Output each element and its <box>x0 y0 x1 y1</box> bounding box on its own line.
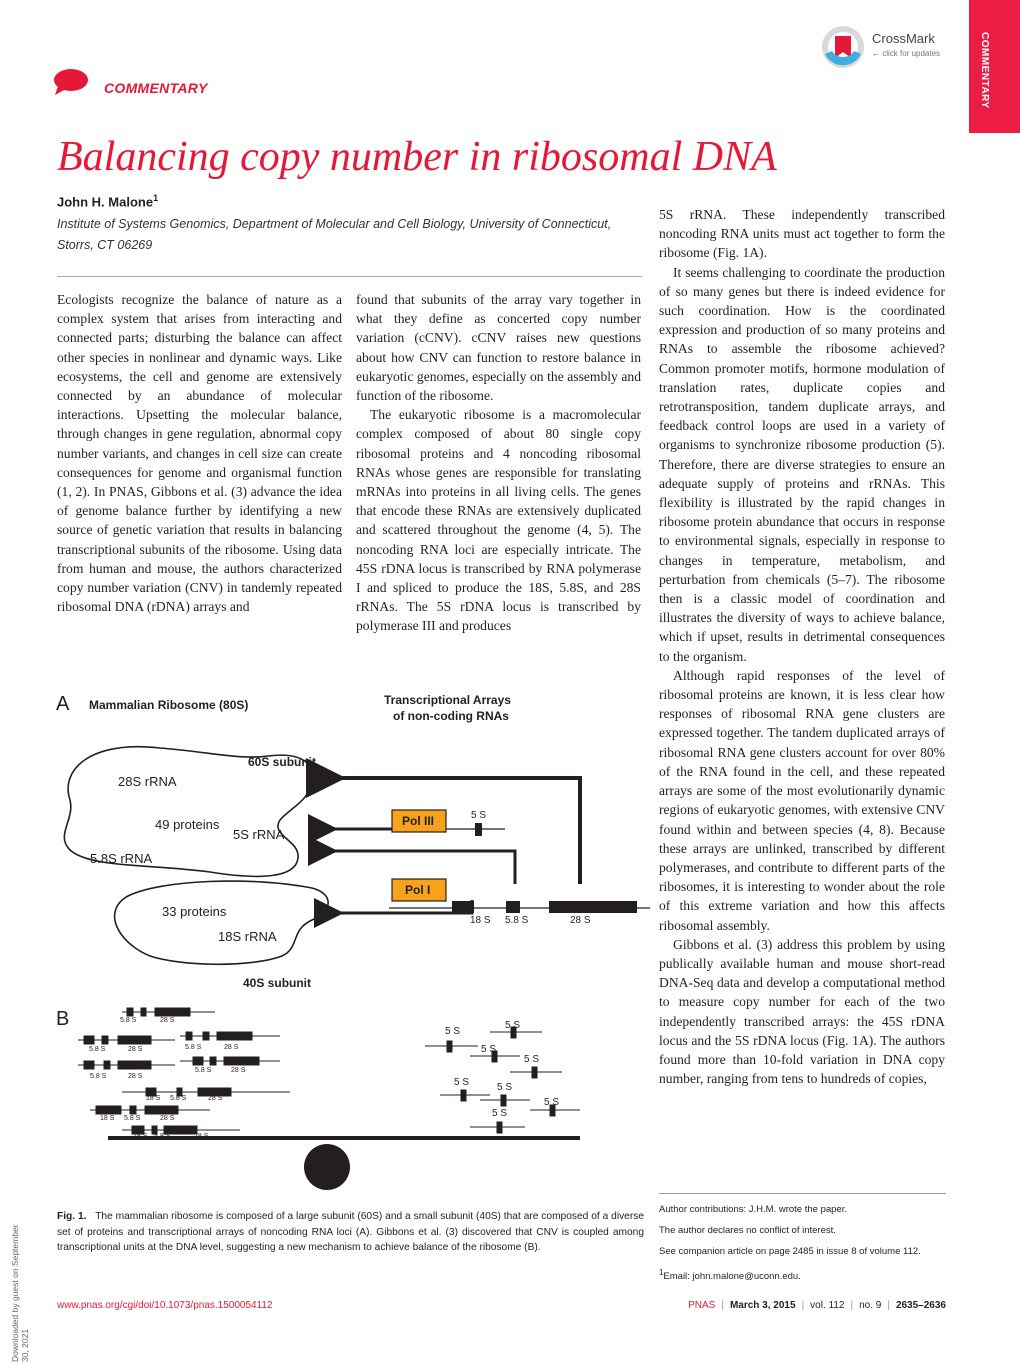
journal-footer: PNAS | March 3, 2015 | vol. 112 | no. 9 | 2635–2636 <box>688 1300 946 1311</box>
caption-label: Fig. 1. <box>57 1211 87 1222</box>
gene-label: 5.8 S <box>170 1095 187 1102</box>
volume: vol. 112 <box>810 1300 845 1311</box>
pol1-label: Pol I <box>405 883 431 897</box>
side-tab-label: COMMENTARY <box>979 32 990 109</box>
crossmark-badge[interactable] <box>820 24 970 70</box>
gene-label: 5 S <box>481 1044 497 1055</box>
gene-label: 5 S <box>497 1082 513 1093</box>
author-name: John H. Malone$^1$ <box>57 193 159 210</box>
issue-date: March 3, 2015 <box>729 1300 796 1311</box>
gene-18s-label: 18 S <box>470 915 491 926</box>
paragraph: found that subunits of the array vary together in what they define as concerted copy number variation (cCNV). cCNV raises new questions about how CNV can function to restore balance in eukaryotic genomes, especially on the assembly and function of the ribosome. <box>356 292 641 404</box>
panel-b-label: B <box>56 1008 70 1030</box>
figure-caption <box>57 1209 644 1256</box>
gene-label: 18 S <box>100 1115 115 1122</box>
arrays-heading-2: of non-coding RNAs <box>393 709 509 723</box>
label-5s-rrna: 5S rRNA <box>233 827 285 842</box>
label-33-proteins: 33 proteins <box>162 904 227 919</box>
gene-label: 28 S <box>160 1115 175 1122</box>
label-49-proteins: 49 proteins <box>155 817 220 832</box>
crossmark-icon <box>820 24 866 70</box>
companion-article-note: See companion article on page 2485 in issue 8 of volume 112. <box>659 1246 921 1257</box>
gene-label: 5.8 S <box>124 1115 141 1122</box>
gene-label: 5.8 S <box>185 1044 202 1051</box>
label-58s-rrna: 5.8S rRNA <box>90 851 153 866</box>
conflict-statement: The author declares no conflict of interest. <box>659 1225 836 1236</box>
affiliation-divider <box>57 276 642 277</box>
caption-text: The mammalian ribosome is composed of a large subunit (60S) and a small subunit (40S) that are composed of a diverse set of proteins and transcriptional arrays of noncoding RNA loci (A). Gibbons et al. (3) discovered that CNV is coupled among transcriptional units at the DNA level, suggesting a new mechanism to achieve balance of the ribosome (B). <box>57 1211 644 1253</box>
article-title: Balancing copy number in ribosomal DNA <box>57 134 777 180</box>
gene-label: 28 S <box>224 1044 239 1051</box>
paragraph: Ecologists recognize the balance of nature as a complex system that arises from interacting and connected parts; disturbing the balance can affect other species in nonlinear and dynamic ways. Like ecosystems, the cell and genome are extensively connected by an abundance of molecular interactions. Upsetting the molecular balance, through changes in gene regulation, abnormal copy number variants, and changes in cell size can create consequences for genome and organismal function (1, 2). In PNAS, Gibbons et al. (3) advance the idea of genome balance further by identifying a new source of genetic variation that results in balancing transcriptional subunits of the ribosome. Using data from human and mouse, the authors characterized copy number variation (CNV) in tandemly repeated ribosomal DNA (rDNA) arrays and <box>57 292 342 615</box>
gene-58s-label: 5.8 S <box>505 915 529 926</box>
body-column-2 <box>356 290 641 636</box>
crossmark-subtitle: ← click for updates <box>872 49 941 58</box>
gene-label: 5 S <box>454 1077 470 1088</box>
figure-1 <box>50 690 650 1200</box>
arrow-28s <box>338 778 580 884</box>
email-note[interactable]: $^1$Email: john.malone@uconn.edu. <box>659 1268 801 1283</box>
section-side-tab <box>969 0 1020 133</box>
panel-a-label: A <box>56 693 70 715</box>
arrow-18s <box>338 900 472 913</box>
paragraph: 5S rRNA. These independently transcribed noncoding RNA units must act together to form the ribosome (Fig. 1A). <box>659 207 945 261</box>
footnote-divider <box>659 1193 946 1194</box>
gene-label: 5 S <box>524 1054 540 1065</box>
paragraph: Although rapid responses of the level of ribosomal proteins are known, it is less clear how responses of ribosomal RNA gene clusters are expressed together. The tandem duplicated arrays of ribosomal RNA gene clusters account for over 80% of the RNA found in the cell, and these repeated arrays are some of the most evolutionarily dynamic regions of eukaryotic genomes, with extensive CNV found within and between species (4, 8). Because these arrays are unlinked, transcribed by different polymerases, and contribute to different parts of the ribosomes, it is interesting to wonder about the role of this extreme variation and how this affects ribosomal assembly. <box>659 667 945 933</box>
gene-label: 5.8 S <box>89 1046 106 1053</box>
journal-name: PNAS <box>688 1300 716 1311</box>
gene-label: 5 S <box>492 1108 508 1119</box>
section-label: COMMENTARY <box>104 80 208 96</box>
gene-label: 18 S <box>146 1095 161 1102</box>
gene-label: 18 S <box>133 1133 148 1140</box>
footnotes <box>659 1199 949 1287</box>
gene-label: 28 S <box>128 1073 143 1080</box>
paragraph: The eukaryotic ribosome is a macromolecular complex composed of about 80 single copy ribosomal proteins and 4 noncoding ribosomal RNAs whose genes are responsible for translating mRNAs into proteins in all living cells. The genes that encode these RNAs are extensively duplicated and scattered throughout the genome (4, 5). The noncoding RNA loci are especially intricate. The 45S rDNA locus is transcribed by RNA polymerase I and spliced to produce the 18S, 5.8S, and 28S rRNAs. The 5S rDNA locus is transcribed by polymerase III and produces <box>356 407 641 634</box>
author-affiliation: Institute of Systems Genomics, Department of Molecular and Cell Biology, University of Connecticut, Storrs, CT 06269 <box>57 217 612 252</box>
gene-label: 28 S <box>128 1046 143 1053</box>
gene-label: 5.8 S <box>120 1017 137 1024</box>
page-range: 2635–2636 <box>895 1300 946 1311</box>
gene-label: 28 S <box>208 1095 223 1102</box>
arrays-heading-1: Transcriptional Arrays <box>384 693 511 707</box>
body-column-1 <box>57 290 342 616</box>
balance-fulcrum <box>304 1144 350 1190</box>
gene-label: 5 S <box>544 1097 560 1108</box>
label-60s: 60S subunit <box>248 755 317 769</box>
crossmark-name: CrossMark <box>872 31 935 46</box>
figure-graphic <box>50 690 650 1200</box>
ribosome-heading: Mammalian Ribosome (80S) <box>89 698 249 712</box>
paragraph: It seems challenging to coordinate the production of so many genes but there is indeed evidence for such coordination. How is the coordinated expression and production of so many proteins and RNAs to assemble the ribosome achieved? Common promoter motifs, hormone modulation of translation rates, duplicate copies and retrotransposition, tandem duplicate arrays, and feedback control loops are used in a variety of organisms to synchronize ribosome production (5). Therefore, there are diverse strategies to ensure an adequate supply of proteins and rRNAs. This flexibility is illustrated by the rapid changes in ribosome protein abundance that occurs in response to environmental signals, especially in response to changes in temperature, metabolism, and perturbation from chemicals (5–7). The ribosome then is a classic model of coordination and illustrates the diversity of ways to achieve balance, which if upset, results in detrimental consequences to the organism. <box>659 264 945 664</box>
label-18s-rrna: 18S rRNA <box>218 929 277 944</box>
gene-label: 28 S <box>231 1067 246 1074</box>
label-28s-rrna: 28S rRNA <box>118 774 177 789</box>
author-contributions: Author contributions: J.H.M. wrote the paper. <box>659 1204 847 1215</box>
label-40s: 40S subunit <box>243 976 312 990</box>
commentary-bubble-icon <box>52 68 90 96</box>
download-note: Downloaded by guest on September 30, 2021 <box>10 1224 30 1362</box>
issue: no. 9 <box>859 1300 882 1311</box>
gene-label: 5.8 S <box>90 1073 107 1080</box>
gene-label: 5 S <box>445 1026 461 1037</box>
gene-28s-label: 28 S <box>570 915 591 926</box>
gene-label: 5.8 S <box>195 1067 212 1074</box>
gene-label: 28 S <box>160 1017 175 1024</box>
doi-link[interactable]: www.pnas.org/cgi/doi/10.1073/pnas.1500054112 <box>57 1300 273 1311</box>
body-column-3 <box>659 205 945 1088</box>
paragraph: Gibbons et al. (3) address this problem by using publically available human and mouse short-read DNA-Seq data and develop a computational method to measure copy number for each of the two independently transcribed arrays: the 45S rDNA locus and the 5S rDNA locus (Fig. 1A). The authors found more than 10-fold variation in DNA copy number, ranging from tens to hundreds of copies, <box>659 936 945 1087</box>
gene-label: 28 S <box>194 1133 209 1140</box>
small-subunit-outline <box>115 881 329 964</box>
gene-label: 5.8 S <box>154 1133 171 1140</box>
gene-label: 5 S <box>505 1020 521 1031</box>
gene-5s-label: 5 S <box>471 810 487 821</box>
pol3-label: Pol III <box>402 814 435 828</box>
